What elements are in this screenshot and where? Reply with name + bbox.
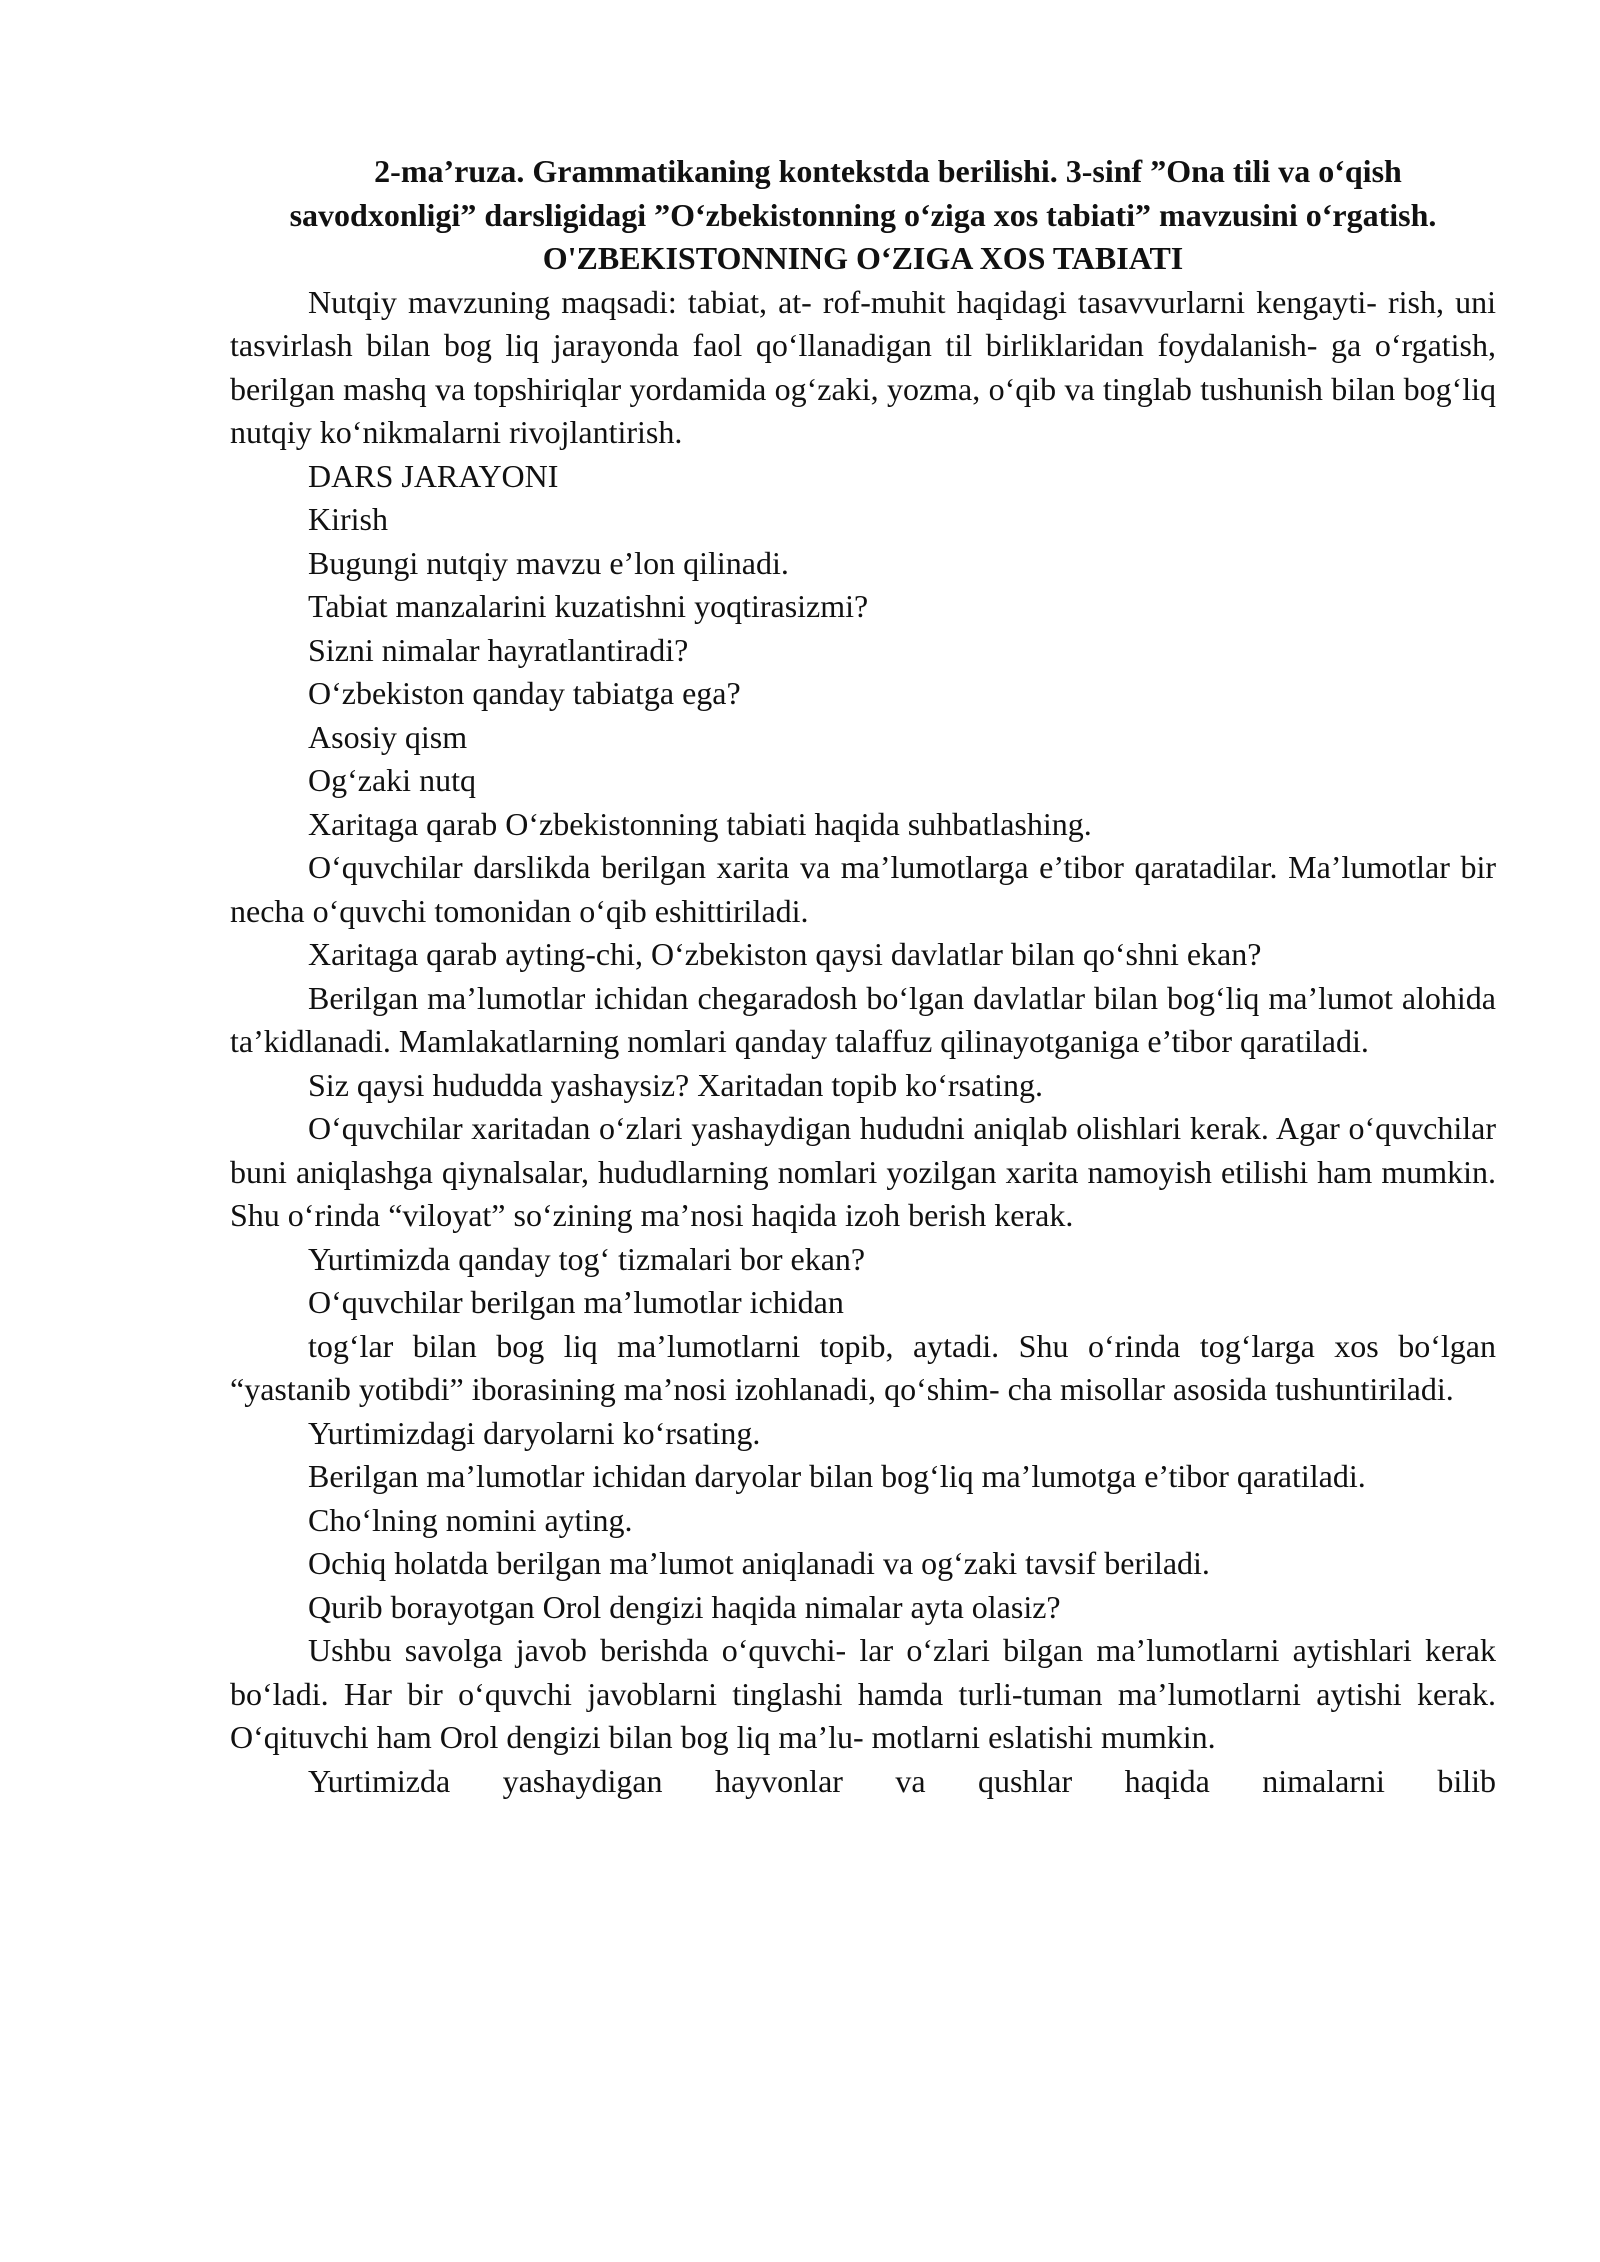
question: Siz qaysi hududda yashaysiz? Xaritadan topib ko‘rsating. — [308, 1066, 1043, 1103]
paragraph: Bugungi nutqiy mavzu e’lon qilinadi. — [308, 544, 789, 581]
question: Qurib borayotgan Orol dengizi haqida nimalar ayta olasiz? — [308, 1588, 1061, 1625]
paragraph: Berilgan ma’lumotlar ichidan daryolar bilan bog‘liq ma’lumotga e’tibor qaratiladi. — [308, 1458, 1366, 1494]
paragraph: O‘quvchilar xaritadan o‘zlari yashaydigan hududni aniqlab olishlari kerak. Agar o‘quvchilar buni aniqlashga qiynalsalar, hududlarning nomlari yozilgan xarita namoyish etilishi ham mumkin. Shu o‘rinda “viloyat” so‘zining ma’nosi haqida izoh berish kerak. — [230, 1110, 1496, 1233]
section-label-introduction: Kirish — [308, 501, 388, 537]
paragraph: Ochiq holatda berilgan ma’lumot aniqlanadi va og‘zaki tavsif beriladi. — [308, 1545, 1210, 1581]
paragraph-objective: Nutqiy mavzuning maqsadi: tabiat, at- rof-muhit haqidagi tasavvurlarni kengayti- rish, uni tasvirlash bilan bog liq jarayonda faol qo‘llanadigan til birliklaridan foydalanish- ga o‘rgatish, berilgan mashq va topshiriqlar yordamida og‘zaki, yozma, o‘qib va tinglab tushunish bilan bog‘liq nutqiy ko‘nikmalarni rivojlantirish. — [230, 283, 1496, 450]
section-label-main-part: Asosiy qism — [308, 718, 468, 755]
topic-heading: O'ZBEKISTONNING O‘ZIGA XOS TABIATI — [542, 240, 1184, 276]
question: Sizni nimalar hayratlantiradi? — [308, 631, 689, 668]
document-page — [230, 150, 1496, 1803]
question: Cho‘lning nomini ayting. — [308, 1501, 633, 1538]
paragraph: Ushbu savolga javob berishda o‘quvchi- lar o‘zlari bilgan ma’lumotlarni aytishlari kerak bo‘ladi. Har bir o‘quvchi javoblarni tinglashi hamda turli-tuman ma’lumotlarni aytishi kerak. O‘qituvchi ham Orol dengizi bilan bog liq ma’lu- motlarni eslatishi mumkin. — [230, 1632, 1496, 1755]
paragraph: O‘quvchilar berilgan ma’lumotlar ichidan — [308, 1284, 844, 1320]
paragraph: Xaritaga qarab O‘zbekistonning tabiati haqida suhbatlashing. — [308, 805, 1092, 842]
paragraph: Berilgan ma’lumotlar ichidan chegaradosh bo‘lgan davlatlar bilan bog‘liq ma’lumot alohida ta’kidlanadi. Mamlakatlarning nomlari qanday talaffuz qilinayotganiga e’tibor qaratiladi. — [230, 979, 1496, 1059]
lecture-title: 2-ma’ruza. Grammatikaning kontekstda berilishi. 3-sinf ”Ona tili va o‘qish savodxonligi” darsligidagi ”O‘zbekistonning o‘ziga xos tabiati” mavzusini o‘rgatish. — [289, 153, 1437, 233]
section-label-oral-speech: Og‘zaki nutq — [308, 762, 476, 798]
paragraph: tog‘lar bilan bog liq ma’lumotlarni topib, aytadi. Shu o‘rinda tog‘larga xos bo‘lgan “yastanib yotibdi” iborasining ma’nosi izohlanadi, qo‘shim- cha misollar asosida tushuntiriladi. — [230, 1327, 1496, 1407]
paragraph-continued: Yurtimizda yashaydigan hayvonlar va qushlar haqida nimalarni bilib — [308, 1762, 1496, 1799]
section-label-lesson-process: DARS JARAYONI — [308, 457, 559, 494]
question: Tabiat manzalarini kuzatishni yoqtirasizmi? — [308, 588, 869, 624]
paragraph: O‘quvchilar darslikda berilgan xarita va ma’lumotlarga e’tibor qaratadilar. Ma’lumotlar bir necha o‘quvchi tomonidan o‘qib eshittiriladi. — [230, 849, 1496, 929]
question: Yurtimizdagi daryolarni ko‘rsating. — [308, 1414, 761, 1451]
question: Xaritaga qarab ayting-chi, O‘zbekiston qaysi davlatlar bilan qo‘shni ekan? — [308, 936, 1262, 972]
question: O‘zbekiston qanday tabiatga ega? — [308, 675, 741, 711]
question: Yurtimizda qanday tog‘ tizmalari bor ekan? — [308, 1240, 866, 1277]
